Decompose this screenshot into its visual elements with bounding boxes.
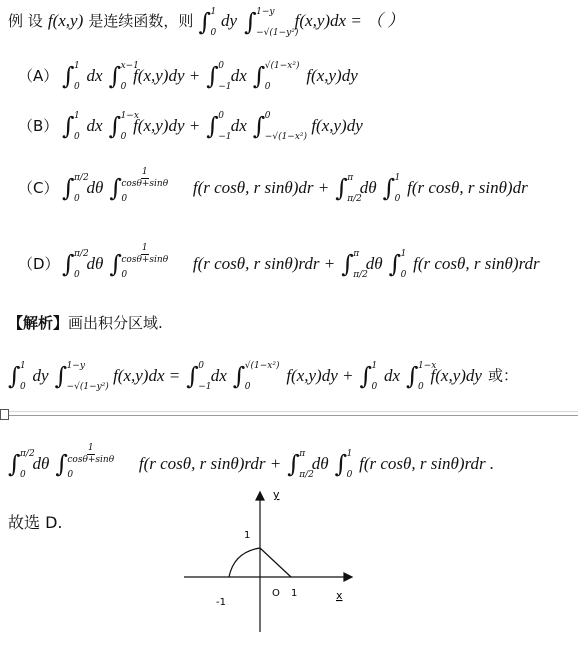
integral-sign: ∫ 1 0: [8, 361, 26, 392]
integral-sign: ∫ π π/2: [287, 449, 314, 480]
quarter-circle-arc: [229, 548, 260, 577]
integrand-text: f(r cosθ, r sinθ)dr +: [192, 177, 330, 197]
option-d: [18, 243, 546, 280]
integrand-text: f(x,y)dx =: [113, 365, 181, 385]
label-one-x: 1: [291, 588, 298, 599]
integrand-text: f(r cosθ, r sinθ)rdr +: [192, 253, 336, 273]
integral-sign: ∫ √(1−x²) 0: [232, 361, 280, 392]
integral-sign: ∫ $\frac{1}{\cos\theta+\sin\theta}$ 0: [109, 243, 169, 280]
integrand-text: f(r cosθ, r sinθ)rdr: [413, 253, 540, 273]
integrand-text: dθ: [32, 453, 50, 473]
integrand-text: dx: [230, 115, 247, 135]
equation-1: [8, 361, 518, 392]
integral-sign: ∫ 1 0: [62, 61, 80, 92]
option-a: [18, 61, 364, 92]
integral-sign: ∫ 1 0: [382, 173, 401, 204]
integrand-text: dx: [230, 65, 247, 85]
page-separator: [0, 408, 578, 422]
label-origin: O: [272, 588, 280, 599]
integrand-text: dθ: [311, 453, 329, 473]
integral-sign: ∫ 0 −1: [206, 111, 232, 142]
integrand-text: dx: [383, 365, 401, 385]
option-label: （C）: [18, 178, 59, 197]
integrand-text: dy: [32, 365, 49, 385]
y-axis-arrow: [256, 492, 264, 500]
integral-sign: ∫ 1−x 0: [406, 361, 437, 392]
question-line: [8, 6, 405, 38]
integrand-text: dx: [86, 65, 103, 85]
question-func: f(x,y): [47, 11, 84, 30]
analysis-text: 画出积分区域.: [68, 314, 163, 332]
integrand-text: dθ: [365, 253, 383, 273]
integral-sign: ∫ 1 0: [359, 361, 378, 392]
x-axis-arrow: [344, 573, 352, 581]
question-mid: 是连续函数，则: [88, 12, 194, 30]
integrand-text: dx: [86, 115, 103, 135]
integral-sign: ∫ 1 0: [198, 6, 217, 38]
integral-sign: ∫ π π/2: [335, 173, 362, 204]
integral-sign: ∫ 0 −1: [206, 61, 232, 92]
analysis-line: [8, 312, 163, 333]
integral-sign: ∫ 1 0: [334, 449, 353, 480]
option-label: （B）: [18, 116, 59, 135]
option-b: [18, 111, 369, 142]
integrand-text: dx: [210, 365, 227, 385]
analysis-heading: 【解析】: [8, 314, 69, 332]
label-neg-one: -1: [216, 597, 226, 608]
integral-sign: ∫ π/2 0: [62, 249, 89, 280]
line-segment: [260, 548, 291, 577]
integrand-text: f(x,y)dy: [311, 115, 363, 135]
integral-sign: ∫ 0 −√(1−x²): [252, 111, 308, 142]
integrand-text: f(x,y)dy +: [133, 115, 201, 135]
option-c: [18, 167, 534, 204]
integral-sign: ∫ x−1 0: [108, 61, 139, 92]
integrand-text: dθ: [86, 253, 104, 273]
region-graph: [180, 486, 360, 636]
equation-suffix: 或：: [487, 366, 518, 385]
integral-sign: ∫ 1−y −√(1−y²): [54, 361, 109, 392]
separator-handle[interactable]: [0, 409, 9, 420]
question-integrand: f(x,y)dx = （ ）: [294, 11, 405, 30]
integral-sign: ∫ 1 0: [388, 249, 407, 280]
integral-sign: ∫ 1−x 0: [108, 111, 139, 142]
integrand-text: dθ: [359, 177, 377, 197]
integral-sign: ∫ $\frac{1}{\cos\theta+\sin\theta}$ 0: [55, 443, 115, 480]
integrand-text: f(r cosθ, r sinθ)rdr .: [359, 453, 495, 473]
integral-sign: ∫ 1 0: [62, 111, 80, 142]
question-prefix: 例 设: [8, 12, 43, 30]
integral-sign: ∫ 0 −1: [186, 361, 212, 392]
integrand-text: f(r cosθ, r sinθ)rdr +: [138, 453, 282, 473]
integral-sign: ∫ π/2 0: [8, 449, 35, 480]
integrand-text: f(x,y)dy +: [133, 65, 201, 85]
integrand-text: f(r cosθ, r sinθ)dr: [407, 177, 528, 197]
integrand-text: f(x,y)dy: [306, 65, 358, 85]
integrand-text: f(x,y)dy: [430, 365, 482, 385]
equation-2: [8, 443, 500, 480]
integral-sign: ∫ π π/2: [341, 249, 368, 280]
label-one-y: 1: [244, 530, 251, 541]
integral-sign: ∫ √(1−x²) 0: [252, 61, 300, 92]
integrand-text: dθ: [86, 177, 104, 197]
integral-sign: ∫ 1−y −√(1−y²): [244, 6, 299, 38]
option-label: （D）: [18, 254, 60, 273]
integral-sign: ∫ π/2 0: [62, 173, 89, 204]
integral-sign: ∫ $\frac{1}{\cos\theta+\sin\theta}$ 0: [109, 167, 169, 204]
question-dy: dy: [220, 11, 238, 30]
conclusion: 故选 D.: [8, 513, 63, 532]
option-label: （A）: [18, 66, 59, 85]
integrand-text: f(x,y)dy +: [286, 365, 354, 385]
label-y: y: [273, 488, 280, 501]
label-x: x: [336, 589, 343, 602]
